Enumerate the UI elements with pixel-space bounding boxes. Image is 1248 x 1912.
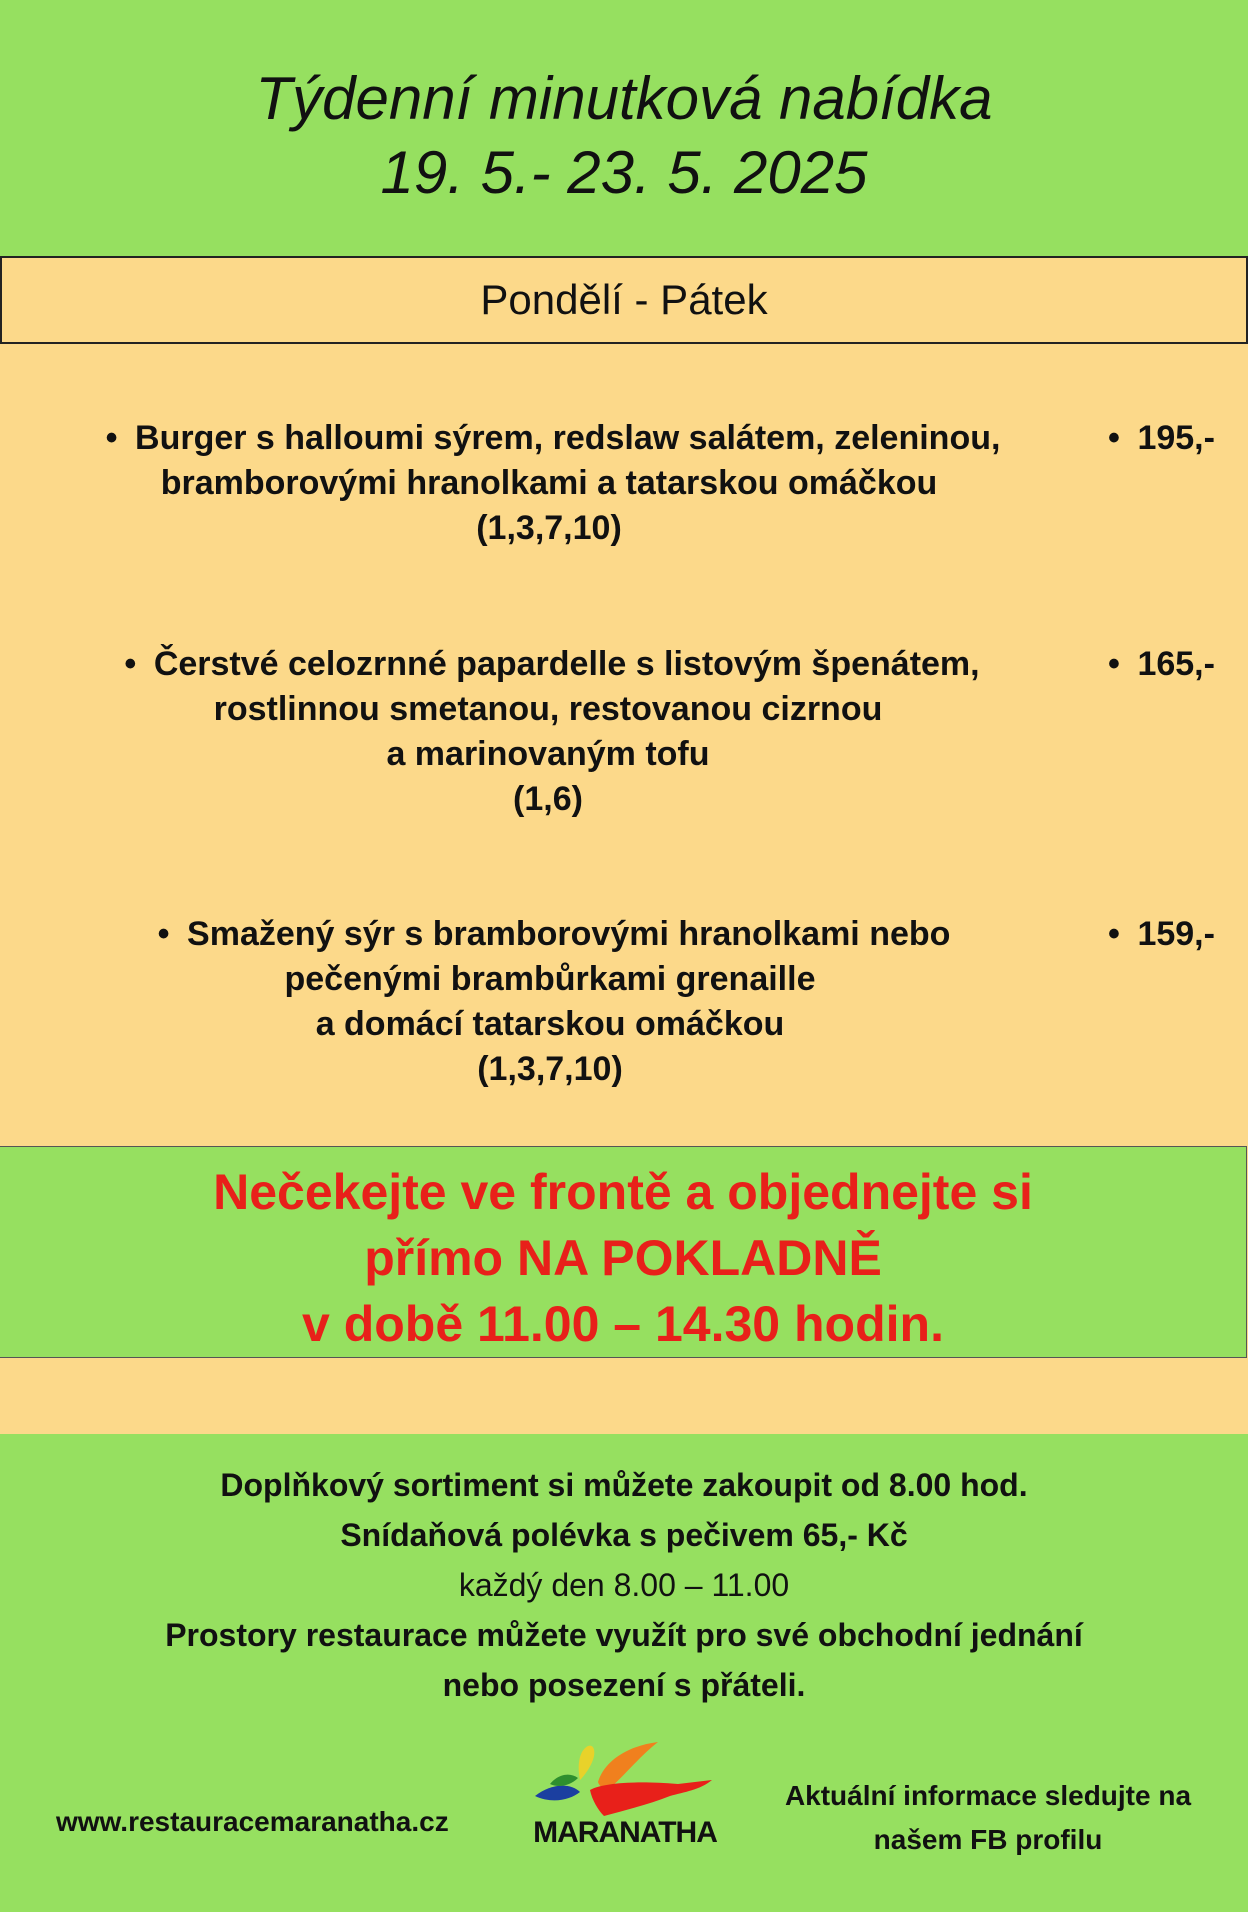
footer-line-3: každý den 8.00 – 11.00 xyxy=(458,1567,790,1603)
dish-2-price: • 165,- xyxy=(1100,642,1215,687)
dish-2-line-1: • Čerstvé celozrnné papardelle s listovým špenátem, xyxy=(78,642,1018,687)
menu-dates: 19. 5.- 23. 5. 2025 xyxy=(380,139,868,206)
dish-1-line-2: bramborovými hranolkami a tatarskou omáčkou xyxy=(160,464,938,502)
dish-2-allergens: (1,6) xyxy=(513,780,583,818)
website-link[interactable]: www.restauracemaranatha.cz xyxy=(56,1806,449,1837)
dish-2-line-2: rostlinnou smetanou, restovanou cizrnou xyxy=(213,690,883,728)
dish-1-price: • 195,- xyxy=(1100,416,1215,461)
promo-line-3: v době 11.00 – 14.30 hodin. xyxy=(302,1296,944,1352)
bullet-icon: • xyxy=(124,645,137,683)
logo-icon xyxy=(530,1734,720,1824)
promo-line-2: přímo NA POKLADNĚ xyxy=(364,1230,882,1286)
bullet-icon: • xyxy=(105,419,118,457)
dish-3 xyxy=(110,912,990,1092)
bullet-icon: • xyxy=(1108,645,1120,683)
dish-1-allergens: (1,3,7,10) xyxy=(476,509,622,547)
menu-title: Týdenní minutková nabídka xyxy=(255,65,993,132)
header xyxy=(0,0,1248,256)
fb-line-1: Aktuální informace sledujte na xyxy=(784,1780,1192,1811)
days-label: Pondělí - Pátek xyxy=(0,256,1248,344)
promo-line-1: Nečekejte ve frontě a objednejte si xyxy=(213,1164,1033,1220)
dish-1-line-1: • Burger s halloumi sýrem, redslaw salátem, zeleninou, xyxy=(54,416,1044,461)
bullet-icon: • xyxy=(1108,419,1120,457)
dish-3-allergens: (1,3,7,10) xyxy=(477,1050,623,1088)
footer-line-5: nebo posezení s přáteli. xyxy=(442,1667,806,1703)
footer-line-1: Doplňkový sortiment si můžete zakoupit od 8.00 hod. xyxy=(220,1467,1028,1503)
fb-info xyxy=(748,1774,1228,1862)
maranatha-logo xyxy=(530,1734,720,1854)
dish-2 xyxy=(78,642,1018,822)
promo-banner xyxy=(0,1146,1247,1358)
footer-line-2: Snídaňová polévka s pečivem 65,- Kč xyxy=(340,1517,908,1553)
dish-3-line-2: pečenými brambůrkami grenaille xyxy=(284,960,816,998)
bullet-icon: • xyxy=(1108,915,1120,953)
dish-3-price: • 159,- xyxy=(1100,912,1215,957)
dish-3-line-3: a domácí tatarskou omáčkou xyxy=(315,1005,785,1043)
dish-2-line-3: a marinovaným tofu xyxy=(386,735,710,773)
dish-1 xyxy=(54,416,1044,551)
footer-line-4: Prostory restaurace můžete využít pro své obchodní jednání xyxy=(165,1617,1083,1653)
dish-3-line-1: • Smažený sýr s bramborovými hranolkami nebo xyxy=(110,912,990,957)
bullet-icon: • xyxy=(157,915,170,953)
logo-text: MARANATHA xyxy=(533,1816,717,1849)
fb-line-2: našem FB profilu xyxy=(873,1824,1103,1855)
